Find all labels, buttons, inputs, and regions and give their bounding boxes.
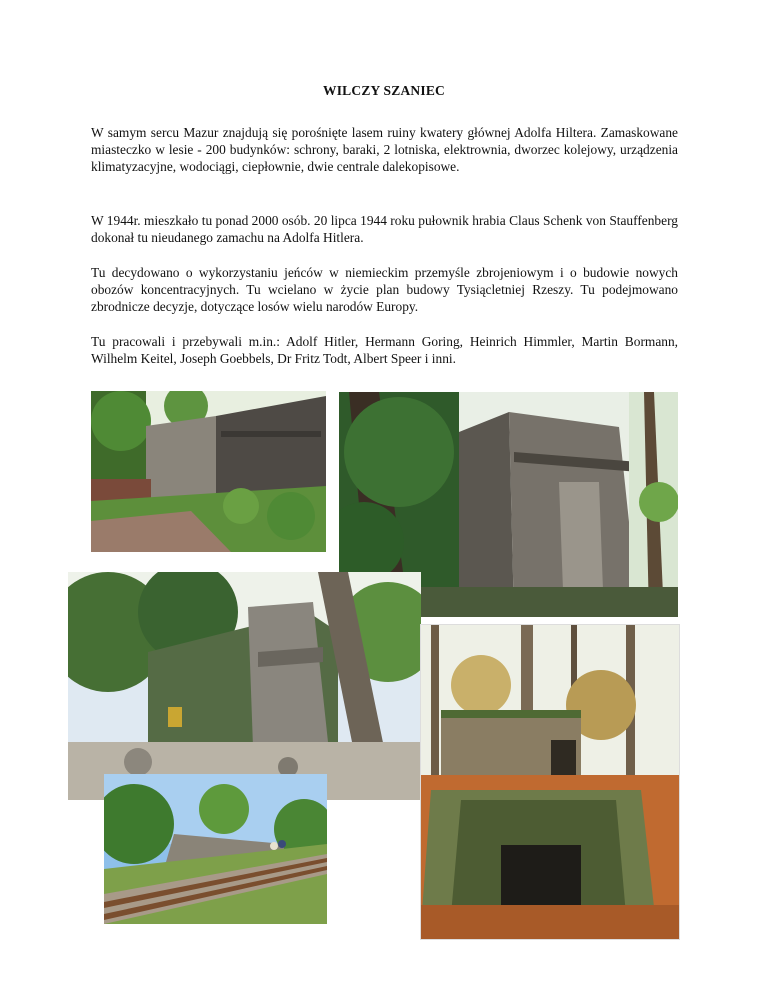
paragraph-decisions: Tu decydowano o wykorzystaniu jeńców w niemieckim przemyśle zbrojeniowym i o budowie nowych obozów koncentracyjnych. Tu wcielano w życie plan budowy Tysiącletniej Rzeszy. Tu podejmowano zbrodnicze decyzje, dotyczące losów wielu narodów Europy. <box>91 265 678 315</box>
photo-bunker-tree <box>68 572 421 800</box>
photo-brick-ruins-autumn <box>420 624 680 940</box>
paragraph-people: Tu pracowali i przebywali m.in.: Adolf Hitler, Hermann Goring, Heinrich Himmler, Martin Bormann, Wilhelm Keitel, Joseph Goebbels, Dr Fritz Todt, Albert Speer i inni. <box>91 334 678 367</box>
photo-railway-track <box>104 774 327 924</box>
paragraph-location: W samym sercu Mazur znajdują się porośnięte lasem ruiny kwatery głównej Adolfa Hiltera. Zamaskowane miasteczko w lesie - 200 budynków: schrony, baraki, 2 lotniska, elektrownia, dworzec kolejowy, urządzenia klimatyzacyjne, wodociągi, ciepłownie, dwie centrale dalekopisowe. <box>91 125 678 175</box>
photo-bunker-ruins <box>91 391 326 552</box>
paragraph-1944: W 1944r. mieszkało tu ponad 2000 osób. 20 lipca 1944 roku pułownik hrabia Claus Schenk von Stauffenberg dokonał tu nieudanego zamachu na Adolfa Hitlera. <box>91 213 678 246</box>
document-title: WILCZY SZANIEC <box>323 83 445 98</box>
